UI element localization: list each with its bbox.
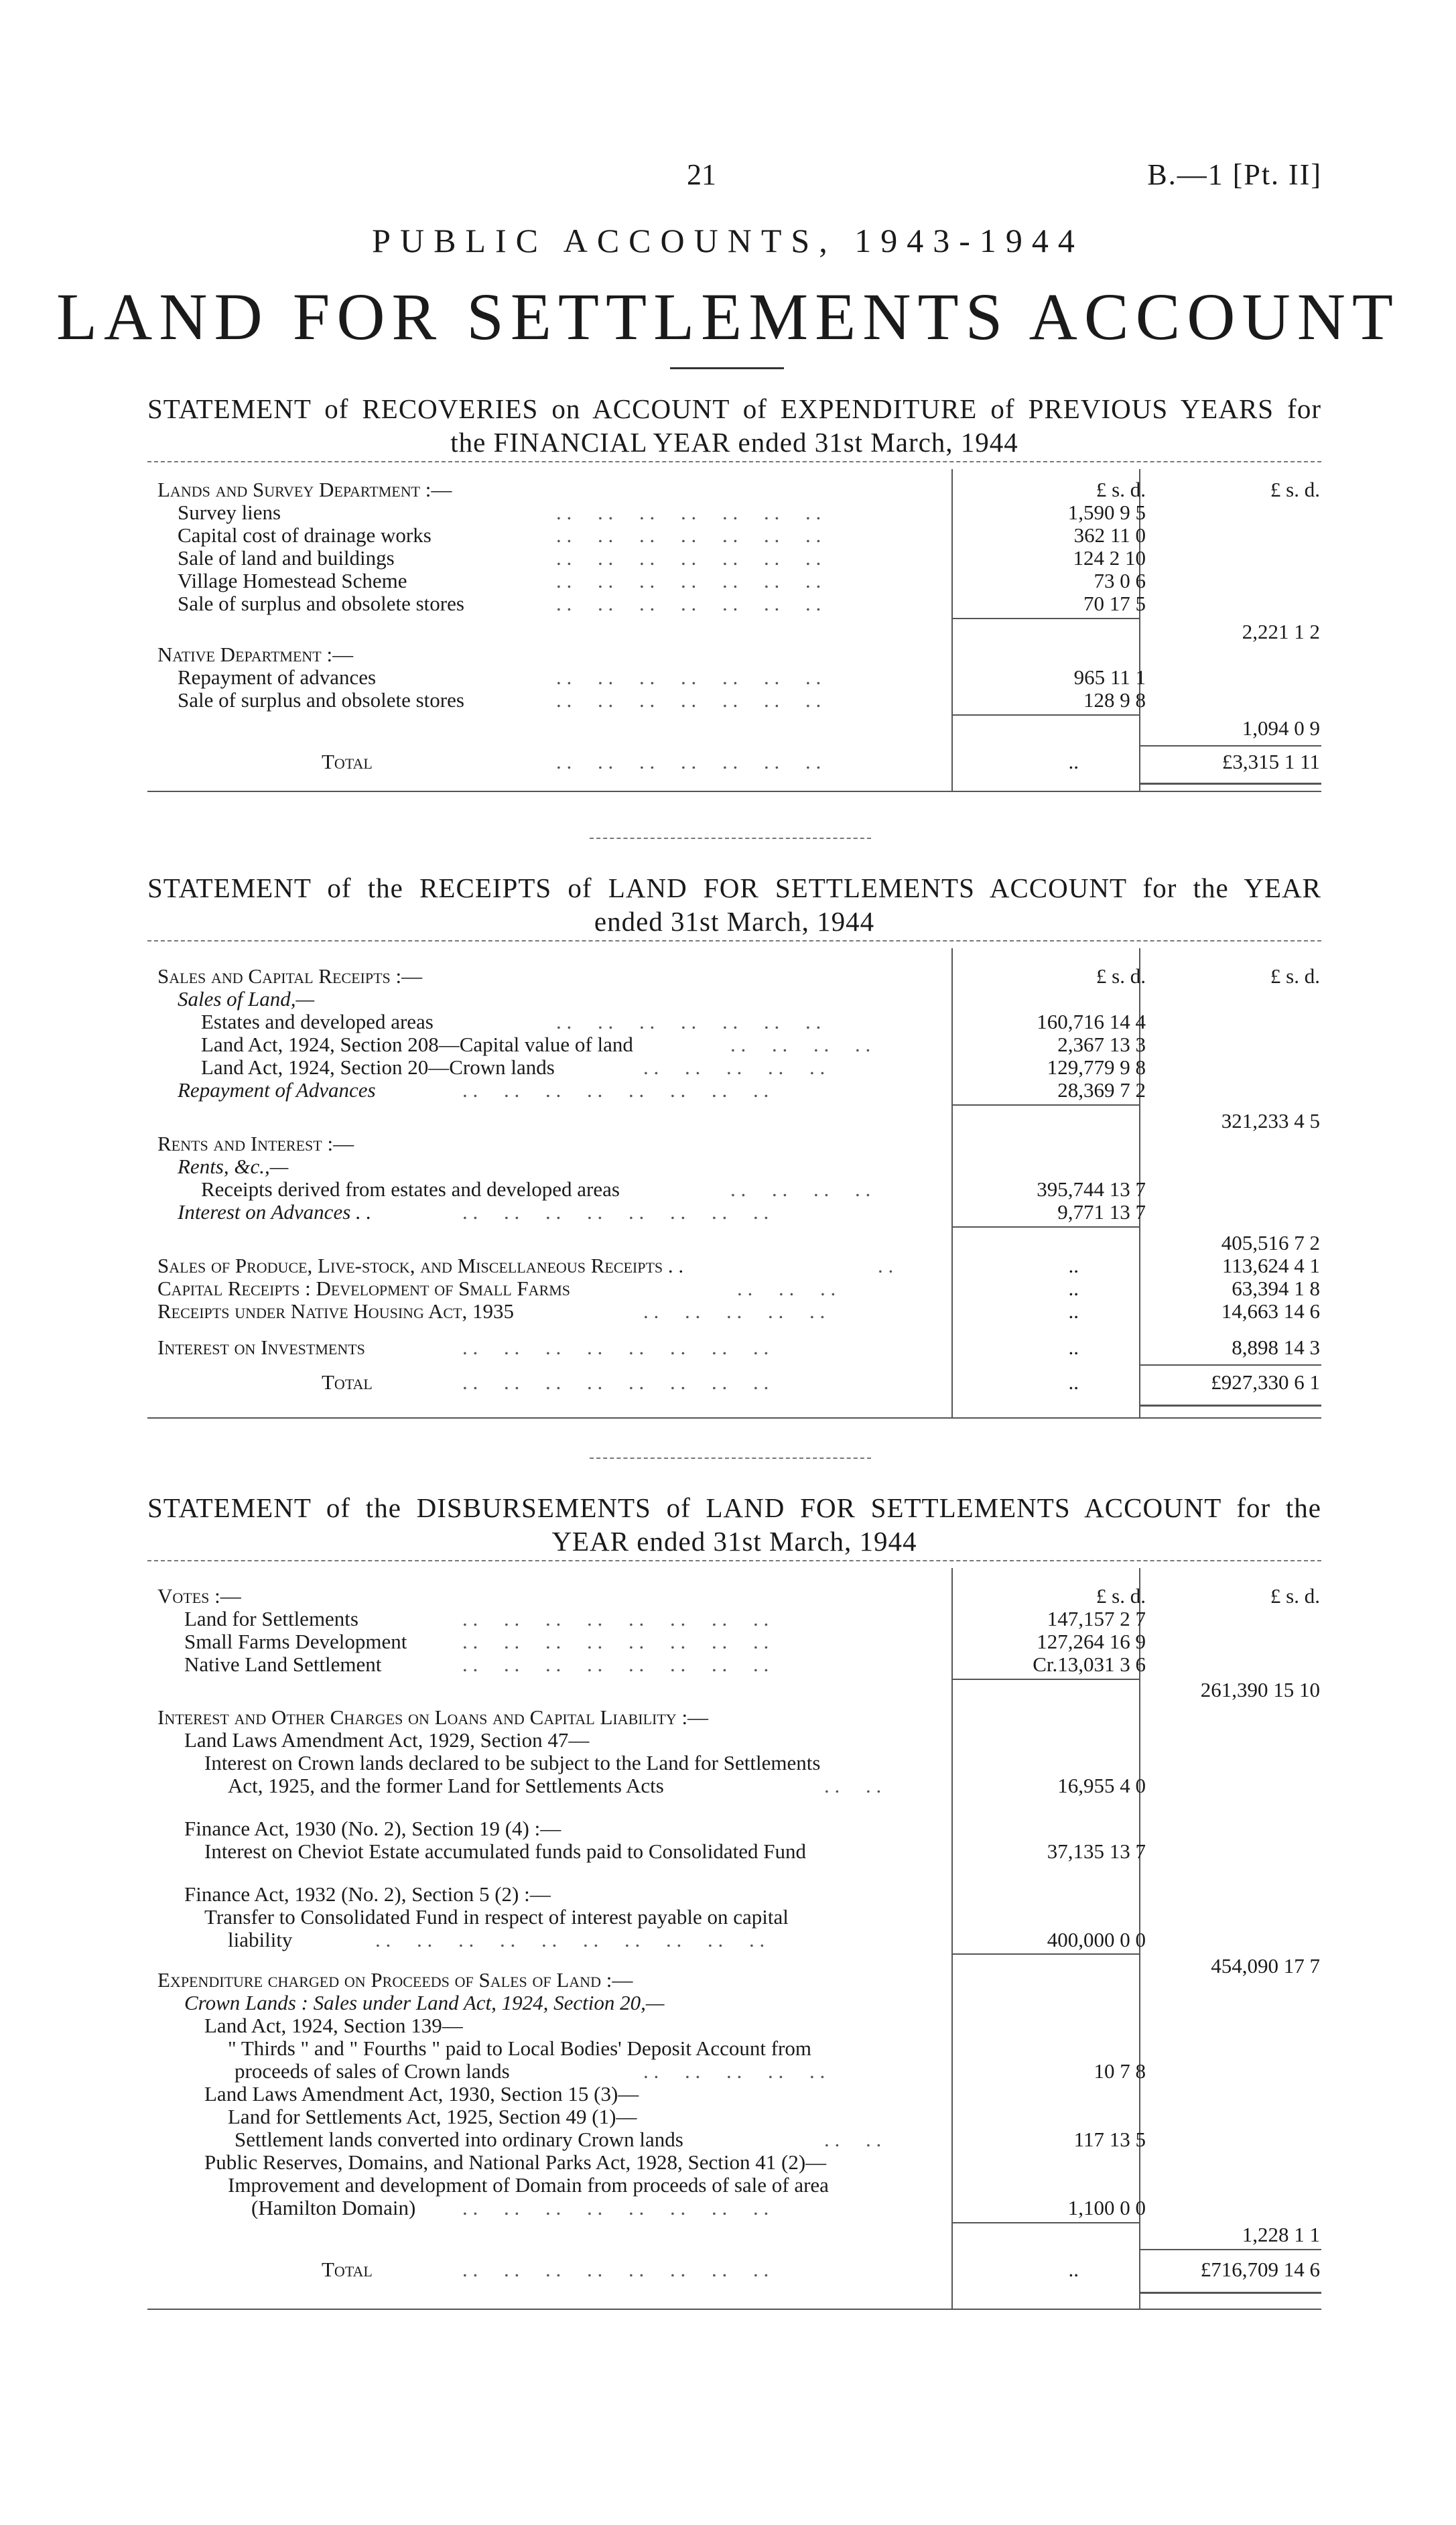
total-rule xyxy=(1139,1364,1321,1366)
row-subtotal: 405,516 7 2 xyxy=(1221,1231,1320,1254)
table-row xyxy=(0,2174,1456,2197)
dot-leader: . . . . . . . . . . . . . . . . xyxy=(462,1608,769,1630)
row-label: Rents, &c.,— xyxy=(178,1155,289,1178)
table-row xyxy=(0,547,1456,570)
account-title: LAND FOR SETTLEMENTS ACCOUNT xyxy=(56,279,1400,354)
row-total: 63,394 1 8 xyxy=(1232,1277,1320,1300)
row-label: proceeds of sales of Crown lands xyxy=(235,2059,510,2083)
table-row xyxy=(0,1585,1456,1608)
row-value: 395,744 13 7 xyxy=(1037,1177,1146,1201)
row-value: 362 11 0 xyxy=(1073,523,1146,547)
table-row xyxy=(0,1254,1456,1277)
row-label: Interest on Cheviot Estate accumulated funds paid to Consolidated Fund xyxy=(204,1839,806,1863)
table-row xyxy=(0,751,1456,773)
dot-leader: . . . . . . . . . . . . . . . . xyxy=(462,2197,769,2219)
row-label: Settlement lands converted into ordinary Crown lands xyxy=(235,2128,683,2151)
dot-leader: . . . . . . . . . . . . . . xyxy=(556,547,821,570)
row-value: 28,369 7 2 xyxy=(1057,1078,1146,1102)
disbursements-heading-line1: STATEMENT of the DISBURSEMENTS of LAND FOR SETTLEMENTS ACCOUNT for the xyxy=(147,1492,1321,1523)
dot-leader: . . . . . . . . . . . . . . . . xyxy=(462,1371,769,1394)
row-label: Rents and Interest :— xyxy=(157,1132,354,1155)
row-label: Receipts under Native Housing Act, 1935 xyxy=(157,1299,514,1323)
section-bottom-rule xyxy=(147,791,1321,792)
section-separator xyxy=(590,838,871,839)
table-row xyxy=(0,1883,1456,1906)
row-label: Sales of Produce, Live-stock, and Miscellaneous Receipts . . xyxy=(157,1254,684,1277)
dot-leader: . . . . . . xyxy=(737,1277,836,1300)
table-row xyxy=(0,1653,1456,1676)
row-total: 14,663 14 6 xyxy=(1221,1299,1320,1323)
table-row xyxy=(0,524,1456,547)
row-value: 10 7 8 xyxy=(1094,2059,1146,2083)
dot-leader: . . . . . . . . . . . . . . xyxy=(556,1011,821,1033)
table-row xyxy=(0,1840,1456,1863)
table-row xyxy=(0,643,1456,666)
row-value: 127,264 16 9 xyxy=(1037,1630,1146,1653)
row-value: .. xyxy=(1068,1254,1079,1277)
row-value: 400,000 0 0 xyxy=(1047,1928,1146,1951)
receipts-top-rule xyxy=(147,940,1321,942)
row-label: Sales of Land,— xyxy=(178,987,315,1011)
row-label: " Thirds " and " Fourths " paid to Local Bodies' Deposit Account from xyxy=(228,2036,811,2060)
dot-leader: . . . . xyxy=(824,1774,882,1797)
row-subtotal: 2,221 1 2 xyxy=(1242,620,1320,643)
row-label: Finance Act, 1932 (No. 2), Section 5 (2) :— xyxy=(184,1882,551,1906)
document-reference: B.—1 [Pt. II] xyxy=(1147,158,1322,191)
row-label: Village Homestead Scheme xyxy=(178,569,407,592)
row-label: Votes :— xyxy=(157,1584,241,1608)
table-row xyxy=(0,2197,1456,2219)
row-value: 2,367 13 3 xyxy=(1057,1033,1146,1056)
dot-leader: . . . . . . . . . . . . . . xyxy=(556,666,821,689)
row-label: Land for Settlements xyxy=(184,1607,358,1630)
total-double-rule xyxy=(1139,1405,1321,1407)
table-row xyxy=(0,1752,1456,1774)
table-row xyxy=(0,570,1456,592)
dot-leader: . . . . . . . . . . . . . . xyxy=(556,689,821,712)
row-label: Native Land Settlement xyxy=(184,1653,382,1676)
dot-leader: . . . . . . . . . . . . . . xyxy=(556,751,821,773)
table-row xyxy=(0,988,1456,1011)
table-row xyxy=(0,2128,1456,2151)
table-row xyxy=(0,1155,1456,1178)
row-value: 117 13 5 xyxy=(1073,2128,1146,2151)
row-label: Transfer to Consolidated Fund in respect of interest payable on capital xyxy=(204,1905,789,1929)
subtotal-rule xyxy=(951,618,1139,619)
subtotal-rule xyxy=(951,1104,1139,1106)
table-row xyxy=(0,1336,1456,1359)
row-value: .. xyxy=(1068,750,1079,773)
disbursements-col2-header: £ s. d. xyxy=(1270,1584,1320,1608)
recoveries-top-rule xyxy=(147,461,1321,462)
row-value: .. xyxy=(1068,1277,1079,1300)
row-total: £3,315 1 11 xyxy=(1221,750,1320,773)
recoveries-heading-line1: STATEMENT of RECOVERIES on ACCOUNT of EXPENDITURE of PREVIOUS YEARS for xyxy=(147,393,1321,424)
dot-leader: . . . . . . . . . . xyxy=(643,1300,825,1323)
dot-leader: . . . . . . . . . . . . . . . . xyxy=(462,1630,769,1653)
table-row xyxy=(0,1630,1456,1653)
table-row xyxy=(0,1706,1456,1729)
total-double-rule xyxy=(1139,2292,1321,2294)
row-total: £927,330 6 1 xyxy=(1211,1370,1320,1394)
row-label: Small Farms Development xyxy=(184,1630,407,1653)
row-label: Estates and developed areas xyxy=(201,1010,434,1033)
table-row xyxy=(0,1906,1456,1929)
row-value: Cr.13,031 3 6 xyxy=(1033,1653,1146,1676)
row-label: Interest on Investments xyxy=(157,1336,365,1359)
table-row xyxy=(0,1056,1456,1079)
table-row xyxy=(0,2014,1456,2037)
row-value: .. xyxy=(1068,1336,1079,1359)
table-row xyxy=(0,1774,1456,1797)
table-row xyxy=(0,1178,1456,1201)
dot-leader: . . . . . . . . . . . . . . . . xyxy=(462,2258,769,2281)
row-value: 965 11 1 xyxy=(1073,665,1146,689)
row-label: Land Act, 1924, Section 208—Capital value of land xyxy=(201,1033,633,1056)
subtotal-rule xyxy=(951,714,1139,716)
row-label: Survey liens xyxy=(178,501,281,524)
dot-leader: . . . . . . . . xyxy=(730,1033,871,1056)
receipts-heading xyxy=(147,871,1321,938)
table-row xyxy=(0,1201,1456,1224)
row-label: Sale of land and buildings xyxy=(178,546,395,570)
row-label: Improvement and development of Domain from proceeds of sale of area xyxy=(228,2173,829,2197)
row-subtotal: 321,233 4 5 xyxy=(1221,1109,1320,1132)
row-label: Crown Lands : Sales under Land Act, 1924, Section 20,— xyxy=(184,1991,665,2014)
row-label: Act, 1925, and the former Land for Settlements Acts xyxy=(228,1774,664,1797)
total-rule xyxy=(1139,745,1321,747)
table-row xyxy=(0,1729,1456,1752)
row-label: liability xyxy=(228,1928,293,1951)
table-row xyxy=(0,717,1456,740)
dot-leader: . . . . . . . . . . . . . . xyxy=(556,570,821,592)
recoveries-heading-line2: the FINANCIAL YEAR ended 31st March, 1944 xyxy=(450,427,1018,458)
table-row xyxy=(0,965,1456,988)
dot-leader: . . . . . . . . . . . . . . . . xyxy=(462,1336,769,1359)
table-row xyxy=(0,1679,1456,1701)
receipts-col1-header: £ s. d. xyxy=(1096,964,1146,988)
row-label: Interest on Crown lands declared to be subject to the Land for Settlements xyxy=(204,1751,821,1774)
table-row xyxy=(0,2258,1456,2281)
table-row xyxy=(0,1992,1456,2014)
table-row xyxy=(0,2060,1456,2083)
table-row xyxy=(0,1929,1456,1951)
table-row xyxy=(0,1300,1456,1323)
row-value: 160,716 14 4 xyxy=(1037,1010,1146,1033)
row-value: 73 0 6 xyxy=(1094,569,1146,592)
dot-leader: . . . . . . . . . . . . . . . . xyxy=(462,1079,769,1102)
dot-leader: . . . . . . . . . . . . . . . . xyxy=(462,1653,769,1676)
row-label: Total xyxy=(322,2258,373,2281)
receipts-heading-line2: ended 31st March, 1944 xyxy=(594,906,875,937)
table-row xyxy=(0,478,1456,501)
disbursements-col1-header: £ s. d. xyxy=(1096,1584,1146,1608)
row-label: (Hamilton Domain) xyxy=(251,2196,416,2219)
row-label: Sales and Capital Receipts :— xyxy=(157,964,423,988)
row-subtotal: 1,094 0 9 xyxy=(1242,716,1320,740)
disbursements-top-rule xyxy=(147,1560,1321,1561)
title-divider xyxy=(670,367,784,369)
row-label: Repayment of Advances xyxy=(178,1078,376,1102)
row-label: Interest on Advances . . xyxy=(178,1200,372,1224)
row-label: Land Act, 1924, Section 20—Crown lands xyxy=(201,1055,555,1079)
total-rule xyxy=(1139,2249,1321,2250)
disbursements-heading-line2: YEAR ended 31st March, 1944 xyxy=(551,1526,917,1557)
dot-leader: . . . . . . . . . . . . . . xyxy=(556,592,821,615)
table-row xyxy=(0,1011,1456,1033)
disbursements-heading xyxy=(147,1491,1321,1558)
row-label: Land Laws Amendment Act, 1929, Section 47— xyxy=(184,1728,590,1752)
row-value: 1,100 0 0 xyxy=(1067,2196,1146,2219)
table-row xyxy=(0,1277,1456,1300)
table-row xyxy=(0,2106,1456,2128)
row-value: .. xyxy=(1068,1370,1079,1394)
row-value: 70 17 5 xyxy=(1083,592,1146,615)
row-label: Total xyxy=(322,1370,373,1394)
row-total: 113,624 4 1 xyxy=(1221,1254,1320,1277)
row-label: Sale of surplus and obsolete stores xyxy=(178,592,464,615)
row-value: 147,157 2 7 xyxy=(1047,1607,1146,1630)
row-label: Land Act, 1924, Section 139— xyxy=(204,2014,463,2037)
row-label: Receipts derived from estates and developed areas xyxy=(201,1177,620,1201)
row-value: 9,771 13 7 xyxy=(1057,1200,1146,1224)
row-value: 16,955 4 0 xyxy=(1057,1774,1146,1797)
table-row xyxy=(0,1079,1456,1102)
table-row xyxy=(0,621,1456,643)
row-total: 8,898 14 3 xyxy=(1232,1336,1320,1359)
recoveries-col1-header: £ s. d. xyxy=(1096,478,1146,501)
row-label: Public Reserves, Domains, and National Parks Act, 1928, Section 41 (2)— xyxy=(204,2150,827,2174)
receipts-heading-line1: STATEMENT of the RECEIPTS of LAND FOR SETTLEMENTS ACCOUNT for the YEAR xyxy=(147,872,1321,903)
dot-leader: . . xyxy=(878,1254,894,1277)
table-row xyxy=(0,1371,1456,1394)
table-row xyxy=(0,2083,1456,2106)
row-value: .. xyxy=(1068,1299,1079,1323)
dot-leader: . . . . xyxy=(824,2128,882,2151)
row-value: 37,135 13 7 xyxy=(1047,1839,1146,1863)
table-row xyxy=(0,2151,1456,2174)
receipts-col2-header: £ s. d. xyxy=(1270,964,1320,988)
row-total: £716,709 14 6 xyxy=(1200,2258,1320,2281)
dot-leader: . . . . . . . . . . . . . . xyxy=(556,501,821,524)
row-label: Sale of surplus and obsolete stores xyxy=(178,688,464,712)
row-value: .. xyxy=(1068,2258,1079,2281)
row-value: 124 2 10 xyxy=(1073,546,1146,570)
row-label: Repayment of advances xyxy=(178,665,377,689)
table-row xyxy=(0,666,1456,689)
table-row xyxy=(0,1608,1456,1630)
row-label: Total xyxy=(322,750,373,773)
page-number: 21 xyxy=(687,158,716,191)
table-row xyxy=(0,501,1456,524)
section-bottom-rule xyxy=(147,2309,1321,2310)
table-row xyxy=(0,2037,1456,2060)
dot-leader: . . . . . . . . . . . . . . . . . . . . xyxy=(375,1929,765,1951)
row-label: Capital Receipts : Development of Small Farms xyxy=(157,1277,571,1300)
table-row xyxy=(0,1033,1456,1056)
section-bottom-rule xyxy=(147,1417,1321,1419)
dot-leader: . . . . . . . . . . . . . . xyxy=(556,524,821,547)
recoveries-col2-header: £ s. d. xyxy=(1270,478,1320,501)
row-label: Finance Act, 1930 (No. 2), Section 19 (4) :— xyxy=(184,1817,561,1840)
row-label: Lands and Survey Department :— xyxy=(157,478,452,501)
dot-leader: . . . . . . . . . . xyxy=(643,2060,825,2083)
table-row xyxy=(0,1232,1456,1254)
subtotal-rule xyxy=(951,1226,1139,1228)
row-value: 128 9 8 xyxy=(1083,688,1146,712)
row-label: Land for Settlements Act, 1925, Section 49 (1)— xyxy=(228,2105,637,2128)
table-row xyxy=(0,1132,1456,1155)
dot-leader: . . . . . . . . . . xyxy=(643,1056,825,1079)
row-label: Native Department :— xyxy=(157,643,354,666)
row-value: 1,590 9 5 xyxy=(1067,501,1146,524)
dot-leader: . . . . . . . . xyxy=(730,1178,871,1201)
table-row xyxy=(0,592,1456,615)
row-label: Capital cost of drainage works xyxy=(178,523,432,547)
public-accounts-title: PUBLIC ACCOUNTS, 1943-1944 xyxy=(372,222,1084,259)
dot-leader: . . . . . . . . . . . . . . . . xyxy=(462,1201,769,1224)
row-subtotal: 261,390 15 10 xyxy=(1200,1678,1320,1701)
table-row xyxy=(0,1969,1456,1992)
row-subtotal: 454,090 17 7 xyxy=(1211,1954,1320,1978)
total-double-rule xyxy=(1139,783,1321,785)
table-row xyxy=(0,1817,1456,1840)
row-label: Land Laws Amendment Act, 1930, Section 15 (3)— xyxy=(204,2082,639,2106)
row-label: Expenditure charged on Proceeds of Sales of Land :— xyxy=(157,1968,633,1992)
table-row xyxy=(0,1110,1456,1132)
section-separator xyxy=(590,1458,871,1459)
recoveries-heading xyxy=(147,392,1321,459)
table-row xyxy=(0,689,1456,712)
row-subtotal: 1,228 1 1 xyxy=(1242,2223,1320,2246)
row-value: 129,779 9 8 xyxy=(1047,1055,1146,1079)
row-label: Interest and Other Charges on Loans and Capital Liability :— xyxy=(157,1705,709,1729)
table-row xyxy=(0,2223,1456,2246)
